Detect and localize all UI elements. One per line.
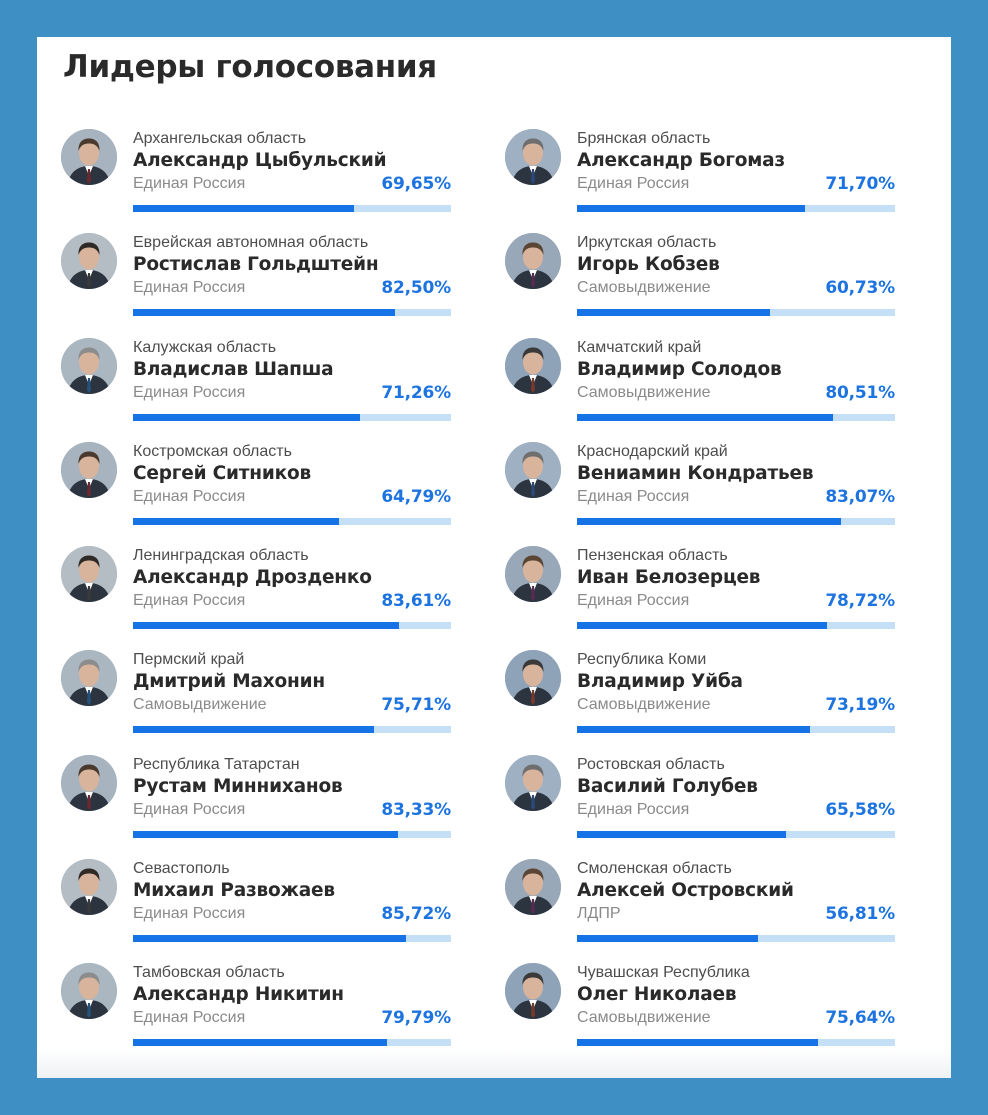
candidate-photo [61, 442, 117, 498]
region-name: Севастополь [133, 860, 230, 878]
candidate-name: Вениамин Кондратьев [577, 462, 814, 484]
vote-percent: 71,70% [825, 174, 895, 194]
region-name: Республика Коми [577, 651, 707, 669]
vote-bar-fill [133, 309, 395, 316]
vote-bar-track [577, 518, 895, 525]
region-name: Ростовская область [577, 755, 725, 773]
candidate-name: Александр Дрозденко [133, 567, 372, 589]
candidate-photo [61, 129, 117, 185]
candidate-name: Михаил Развожаев [133, 880, 335, 902]
leader-item-16 [505, 859, 911, 963]
leader-item-3 [61, 233, 505, 337]
vote-percent: 83,61% [381, 591, 451, 612]
vote-bar-fill [133, 935, 406, 942]
candidate-name: Рустам Минниханов [133, 775, 343, 797]
vote-bar-track [133, 622, 451, 629]
person-silhouette-icon [61, 963, 117, 1019]
region-name: Костромская область [133, 442, 292, 460]
vote-bar-fill [577, 205, 805, 212]
candidate-photo [505, 859, 561, 915]
person-silhouette-icon [505, 963, 561, 1019]
party-name: Самовыдвижение [577, 383, 711, 401]
vote-bar-fill [577, 831, 786, 838]
vote-bar-track [133, 831, 451, 838]
party-name: Единая Россия [133, 1009, 246, 1027]
vote-bar-track [577, 935, 895, 942]
region-name: Еврейская автономная область [133, 234, 369, 252]
vote-percent: 85,72% [381, 904, 451, 925]
candidate-name: Алексей Островский [577, 880, 794, 902]
party-name: Единая Россия [133, 279, 246, 297]
region-name: Пензенская область [577, 547, 728, 565]
candidate-name: Игорь Кобзев [577, 254, 720, 276]
candidate-photo [61, 546, 117, 602]
vote-bar-track [577, 414, 895, 421]
party-name: Единая Россия [577, 487, 690, 505]
leader-item-1 [61, 129, 505, 233]
vote-percent: 75,64% [825, 1008, 895, 1029]
vote-percent: 83,07% [825, 486, 895, 507]
vote-bar-fill [133, 622, 399, 629]
vote-percent: 64,79% [381, 486, 451, 507]
vote-bar-track [133, 935, 451, 942]
party-name: Единая Россия [133, 487, 246, 505]
party-name: Единая Россия [133, 800, 246, 818]
vote-percent: 60,73% [825, 278, 895, 299]
leader-item-15 [61, 859, 505, 963]
vote-bar-fill [133, 518, 339, 525]
leader-item-6 [505, 338, 911, 442]
candidate-photo [505, 129, 561, 185]
party-name: Единая Россия [577, 175, 690, 192]
candidate-name: Олег Николаев [577, 984, 737, 1006]
vote-bar-track [577, 831, 895, 838]
candidate-photo [505, 338, 561, 394]
party-name: Самовыдвижение [577, 1009, 711, 1027]
leader-item-11 [61, 650, 505, 754]
vote-bar-fill [577, 935, 758, 942]
leader-item-8 [505, 442, 911, 546]
person-silhouette-icon [505, 859, 561, 915]
person-silhouette-icon [505, 546, 561, 602]
region-name: Смоленская область [577, 860, 732, 878]
candidate-name: Дмитрий Махонин [133, 671, 325, 693]
vote-percent: 71,26% [381, 382, 451, 403]
vote-bar-fill [133, 726, 374, 733]
region-name: Республика Татарстан [133, 755, 300, 773]
candidate-name: Владислав Шапша [133, 358, 334, 380]
region-name: Краснодарский край [577, 442, 728, 460]
vote-bar-track [577, 205, 895, 212]
leader-item-4 [505, 233, 911, 337]
vote-bar-fill [133, 1039, 387, 1046]
person-silhouette-icon [505, 650, 561, 706]
candidate-name: Иван Белозерцев [577, 567, 761, 589]
vote-bar-track [577, 726, 895, 733]
candidate-photo [61, 338, 117, 394]
vote-bar-track [133, 1039, 451, 1046]
leader-item-5 [61, 338, 505, 442]
vote-bar-fill [133, 831, 398, 838]
party-name: Самовыдвижение [577, 279, 711, 297]
candidate-photo [61, 233, 117, 289]
person-silhouette-icon [505, 129, 561, 185]
vote-bar-fill [577, 414, 833, 421]
vote-bar-fill [577, 622, 827, 629]
vote-bar-fill [577, 726, 810, 733]
candidate-name: Владимир Солодов [577, 358, 782, 380]
region-name: Тамбовская область [133, 964, 285, 982]
person-silhouette-icon [61, 755, 117, 811]
candidate-photo [505, 546, 561, 602]
region-name: Иркутская область [577, 234, 717, 252]
vote-bar-track [133, 414, 451, 421]
candidate-name: Александр Никитин [133, 984, 344, 1006]
candidate-name: Владимир Уйба [577, 671, 743, 693]
candidate-name: Александр Богомаз [577, 150, 785, 171]
candidate-name: Сергей Ситников [133, 462, 311, 484]
party-name: Единая Россия [133, 592, 246, 610]
region-name: Камчатский край [577, 338, 702, 356]
leader-item-14 [505, 755, 911, 859]
region-name: Архангельская область [133, 130, 307, 147]
vote-bar-fill [133, 205, 354, 212]
vote-bar-fill [577, 518, 841, 525]
vote-bar-track [133, 518, 451, 525]
person-silhouette-icon [61, 233, 117, 289]
person-silhouette-icon [61, 546, 117, 602]
person-silhouette-icon [61, 859, 117, 915]
region-name: Брянская область [577, 130, 711, 147]
candidate-photo [505, 963, 561, 1019]
candidate-photo [505, 650, 561, 706]
vote-percent: 65,58% [825, 799, 895, 820]
person-silhouette-icon [61, 650, 117, 706]
leaders-grid [61, 129, 911, 1068]
party-name: Единая Россия [133, 905, 246, 923]
candidate-photo [61, 859, 117, 915]
leader-item-13 [61, 755, 505, 859]
candidate-photo [505, 755, 561, 811]
vote-bar-track [577, 309, 895, 316]
vote-percent: 83,33% [381, 799, 451, 820]
candidate-name: Василий Голубев [577, 775, 758, 797]
party-name: Самовыдвижение [577, 696, 711, 714]
vote-bar-track [577, 622, 895, 629]
vote-percent: 79,79% [381, 1008, 451, 1029]
leader-item-7 [61, 442, 505, 546]
vote-percent: 75,71% [381, 695, 451, 716]
person-silhouette-icon [61, 338, 117, 394]
leader-item-12 [505, 650, 911, 754]
candidate-photo [505, 442, 561, 498]
candidate-photo [61, 755, 117, 811]
card-bottom-fade [37, 1048, 951, 1078]
person-silhouette-icon [61, 442, 117, 498]
party-name: Единая Россия [577, 800, 690, 818]
vote-bar-fill [577, 1039, 818, 1046]
party-name: Единая Россия [133, 175, 246, 192]
vote-percent: 56,81% [825, 904, 895, 925]
person-silhouette-icon [505, 442, 561, 498]
vote-bar-fill [577, 309, 770, 316]
candidate-photo [61, 650, 117, 706]
vote-bar-track [133, 205, 451, 212]
vote-bar-track [577, 1039, 895, 1046]
vote-percent: 73,19% [825, 695, 895, 716]
vote-bar-fill [133, 414, 360, 421]
party-name: Самовыдвижение [133, 696, 267, 714]
leaders-card [37, 37, 951, 1078]
candidate-name: Александр Цыбульский [133, 150, 387, 171]
leader-item-10 [505, 546, 911, 650]
person-silhouette-icon [505, 755, 561, 811]
region-name: Пермский край [133, 651, 245, 669]
region-name: Ленинградская область [133, 547, 309, 565]
party-name: ЛДПР [577, 905, 621, 923]
candidate-photo [505, 233, 561, 289]
vote-percent: 78,72% [825, 591, 895, 612]
party-name: Единая Россия [577, 592, 690, 610]
party-name: Единая Россия [133, 383, 246, 401]
page-title: Лидеры голосования [63, 49, 437, 85]
vote-percent: 80,51% [825, 382, 895, 403]
region-name: Чувашская Республика [577, 964, 750, 982]
person-silhouette-icon [61, 129, 117, 185]
vote-percent: 82,50% [381, 278, 451, 299]
leader-item-9 [61, 546, 505, 650]
vote-bar-track [133, 726, 451, 733]
person-silhouette-icon [505, 233, 561, 289]
region-name: Калужская область [133, 338, 277, 356]
person-silhouette-icon [505, 338, 561, 394]
candidate-name: Ростислав Гольдштейн [133, 254, 379, 276]
vote-percent: 69,65% [381, 174, 451, 194]
candidate-photo [61, 963, 117, 1019]
vote-bar-track [133, 309, 451, 316]
leader-item-2 [505, 129, 911, 233]
